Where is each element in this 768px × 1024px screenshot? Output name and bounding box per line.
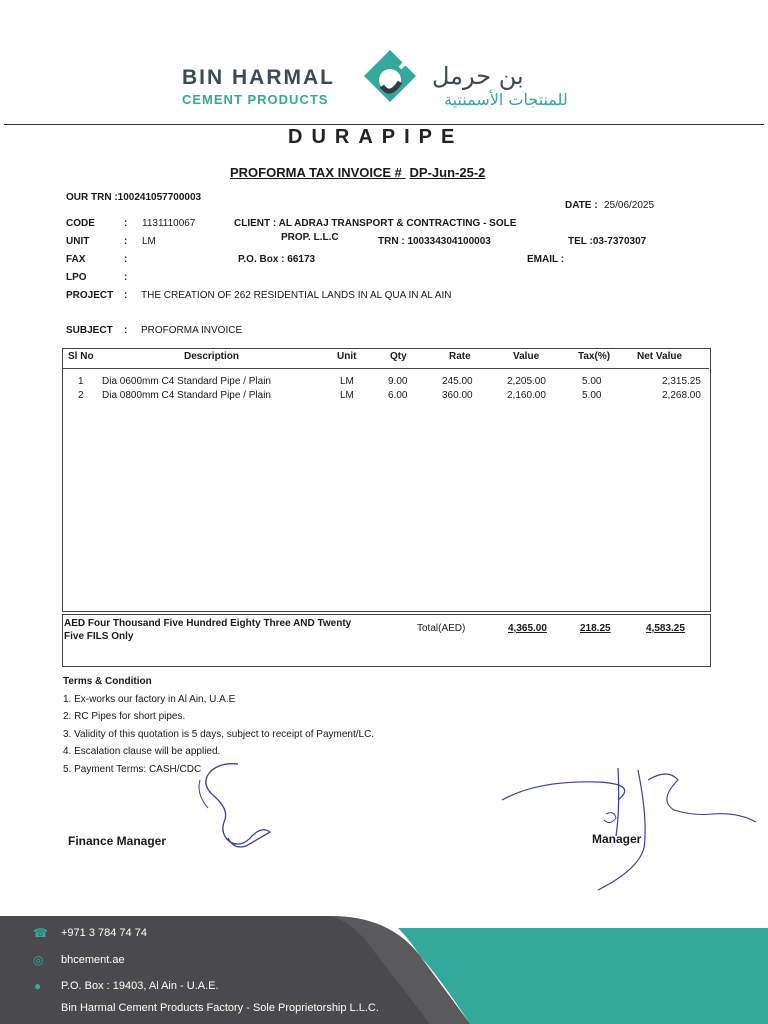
header-divider <box>4 124 764 125</box>
date-label: DATE : <box>565 200 598 211</box>
brand-name-arabic: بن حرمل <box>432 62 524 90</box>
brand-subtitle: CEMENT PRODUCTS <box>182 92 329 107</box>
col-header-sl-no: Sl No <box>68 351 94 362</box>
cell-qty: 9.00 <box>388 376 408 387</box>
manager-label: Manager <box>592 832 642 846</box>
total-value: 4,365.00 <box>508 623 547 634</box>
subject-label: SUBJECT <box>66 325 113 336</box>
footer-address: P.O. Box : 19403, Al Ain - U.A.E. <box>61 980 219 992</box>
project-value: THE CREATION OF 262 RESIDENTIAL LANDS IN AL QUA IN AL AIN <box>141 290 452 301</box>
footer-phone: +971 3 784 74 74 <box>61 927 147 939</box>
cell-tax: 5.00 <box>582 376 602 387</box>
terms-item: 3. Validity of this quotation is 5 days, subject to receipt of Payment/LC. <box>63 729 375 740</box>
terms-item: 4. Escalation clause will be applied. <box>63 746 221 757</box>
cell-rate: 245.00 <box>442 376 473 387</box>
date-value: 25/06/2025 <box>604 200 655 211</box>
client-po-box: P.O. Box : 66173 <box>238 254 316 265</box>
cell-value: 2,205.00 <box>507 376 546 387</box>
terms-item: 1. Ex-works our factory in Al Ain, U.A.E <box>63 694 236 705</box>
client-trn: TRN : 100334304100003 <box>378 236 491 247</box>
cell-description: Dia 0800mm C4 Standard Pipe / Plain <box>102 390 271 401</box>
amount-in-words-line2: Five FILS Only <box>64 631 134 642</box>
col-header-unit: Unit <box>337 351 357 362</box>
finance-manager-signature <box>190 760 280 852</box>
cell-description: Dia 0600mm C4 Standard Pipe / Plain <box>102 376 271 387</box>
client-tel: TEL :03-7370307 <box>568 236 647 247</box>
code-label: CODE <box>66 218 95 229</box>
cell-net-value: 2,315.25 <box>662 376 701 387</box>
cell-tax: 5.00 <box>582 390 602 401</box>
col-header-tax: Tax(%) <box>578 351 611 362</box>
cell-sl-no: 2 <box>78 390 84 401</box>
terms-title: Terms & Condition <box>63 676 152 687</box>
project-label: PROJECT <box>66 290 114 301</box>
colon: : <box>124 218 128 229</box>
manager-signature <box>498 760 760 895</box>
invoice-title-prefix: PROFORMA TAX INVOICE # <box>230 165 402 180</box>
total-net-value: 4,583.25 <box>646 623 685 634</box>
company-logo <box>360 46 420 118</box>
col-header-qty: Qty <box>390 351 407 362</box>
colon: : <box>124 290 128 301</box>
subject-value: PROFORMA INVOICE <box>141 325 243 336</box>
cell-qty: 6.00 <box>388 390 408 401</box>
total-label: Total(AED) <box>417 623 466 634</box>
terms-item: 5. Payment Terms: CASH/CDC <box>63 764 202 775</box>
cell-sl-no: 1 <box>78 376 84 387</box>
colon: : <box>124 272 128 283</box>
client-name: CLIENT : AL ADRAJ TRANSPORT & CONTRACTING - SOLE <box>234 218 517 229</box>
amount-in-words <box>64 617 394 643</box>
col-header-value: Value <box>513 351 540 362</box>
finance-manager-label: Finance Manager <box>68 834 167 848</box>
cell-unit: LM <box>340 390 354 401</box>
footer-company-name: Bin Harmal Cement Products Factory - Sole Proprietorship L.L.C. <box>61 1002 379 1014</box>
col-header-net-value: Net Value <box>637 351 683 362</box>
unit-value: LM <box>142 236 156 247</box>
cell-net-value: 2,268.00 <box>662 390 701 401</box>
footer-website: bhcement.ae <box>61 954 125 966</box>
col-header-description: Description <box>184 351 240 362</box>
lpo-label: LPO <box>66 272 87 283</box>
invoice-number: DP-Jun-25-2 <box>409 165 486 180</box>
table-row <box>62 376 709 389</box>
location-pin-icon: ● <box>34 979 42 993</box>
our-trn: OUR TRN :100241057700003 <box>66 192 202 203</box>
invoice-title <box>230 165 485 180</box>
cell-rate: 360.00 <box>442 390 473 401</box>
colon: : <box>124 325 128 336</box>
cell-unit: LM <box>340 376 354 387</box>
items-table-header <box>62 348 709 369</box>
client-name-cont: PROP. L.L.C <box>281 232 339 243</box>
colon: : <box>124 254 128 265</box>
globe-icon: ◎ <box>33 953 44 967</box>
division-title: DURAPIPE <box>288 126 464 148</box>
phone-icon: ☎ <box>33 926 48 940</box>
code-value: 1131110067 <box>142 218 196 229</box>
amount-in-words-line1: AED Four Thousand Five Hundred Eighty Three AND Twenty <box>64 618 352 629</box>
table-row <box>62 390 709 403</box>
total-tax: 218.25 <box>580 623 611 634</box>
email-label: EMAIL : <box>527 254 565 265</box>
unit-label: UNIT <box>66 236 90 247</box>
col-header-rate: Rate <box>449 351 471 362</box>
fax-label: FAX <box>66 254 86 265</box>
cell-value: 2,160.00 <box>507 390 546 401</box>
colon: : <box>124 236 128 247</box>
terms-item: 2. RC Pipes for short pipes. <box>63 711 186 722</box>
brand-name: BIN HARMAL <box>182 66 335 89</box>
brand-subtitle-arabic: للمنتجات الأسمنتية <box>444 90 568 109</box>
